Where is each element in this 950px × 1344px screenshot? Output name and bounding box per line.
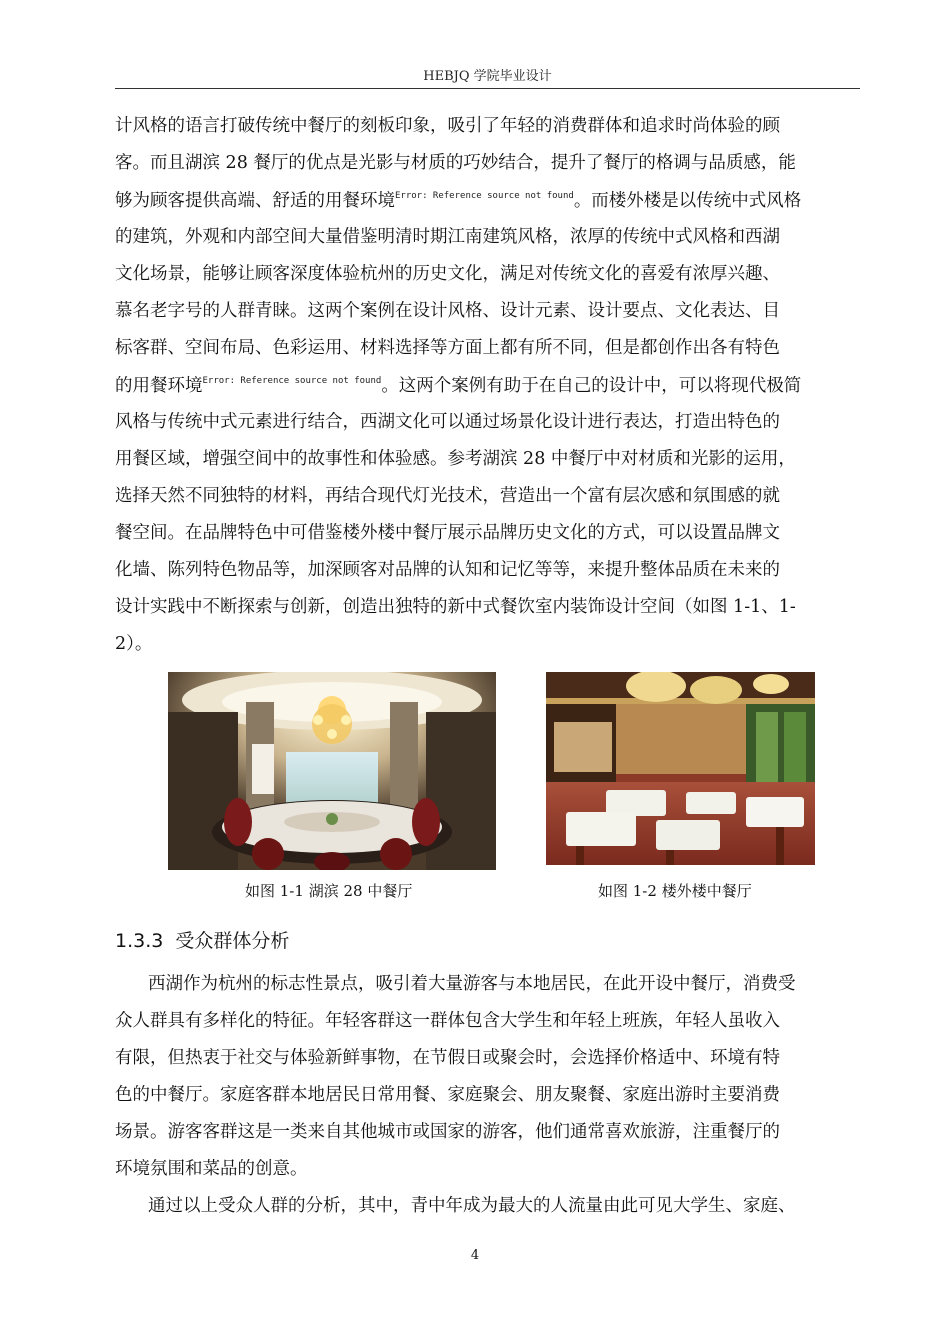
text-line: 风格与传统中式元素进行结合，西湖文化可以通过场景化设计进行表达，打造出特色的 [115,412,780,432]
text-line: 餐空间。在品牌特色中可借鉴楼外楼中餐厅展示品牌历史文化的方式，可以设置品牌文 [115,523,780,543]
text-line: 化墙、陈列特色物品等，加深顾客对品牌的认知和记忆等等，来提升整体品质在未来的 [115,560,780,580]
figure-caption-1-2: 如图 1-2 楼外楼中餐厅 [598,882,752,900]
text-line: 色的中餐厅。家庭客群本地居民日常用餐、家庭聚会、朋友聚餐、家庭出游时主要消费 [115,1085,780,1105]
running-header: HEBJQ 学院毕业设计 [423,69,552,84]
text-segment: 的用餐环境 [115,376,203,396]
header-divider [115,88,860,89]
text-line: 西湖作为杭州的标志性景点，吸引着大量游客与本地居民，在此开设中餐厅，消费受 [148,974,796,994]
text-line: 用餐区域，增强空间中的故事性和体验感。参考湖滨 28 中餐厅中对材质和光影的运用， [115,449,796,469]
text-line: 通过以上受众人群的分析，其中，青中年成为最大的人流量由此可见大学生、家庭、 [148,1196,796,1216]
text-segment: 够为顾客提供高端、舒适的用餐环境 [115,191,395,211]
text-line: 有限，但热衷于社交与体验新鲜事物，在节假日或聚会时，会选择价格适中、环境有特 [115,1048,780,1068]
section-title: 受众群体分析 [175,930,290,952]
reference-error: Error: Reference source not found [395,191,574,201]
text-line: 的建筑，外观和内部空间大量借鉴明清时期江南建筑风格，浓厚的传统中式风格和西湖 [115,227,780,247]
text-line [115,377,801,396]
figure-caption-1-1: 如图 1-1 湖滨 28 中餐厅 [245,882,413,900]
text-line: 计风格的语言打破传统中餐厅的刻板印象，吸引了年轻的消费群体和追求时尚体验的顾 [115,116,780,136]
text-line: 选择天然不同独特的材料，再结合现代灯光技术，营造出一个富有层次感和氛围感的就 [115,486,780,506]
restaurant-photo-illustration [546,672,815,865]
section-heading [115,926,289,953]
text-line: 场景。游客客群这是一类来自其他城市或国家的游客，他们通常喜欢旅游，注重餐厅的 [115,1122,780,1142]
text-line: 环境氛围和菜品的创意。 [115,1159,308,1179]
text-line: 标客群、空间布局、色彩运用、材料选择等方面上都有所不同，但是都创作出各有特色 [115,338,780,358]
photo-louwailou-restaurant [546,672,815,865]
text-line: 2）。 [115,634,153,654]
page-number: 4 [470,1248,480,1263]
text-line: 设计实践中不断探索与创新，创造出独特的新中式餐饮室内装饰设计空间（如图 1-1、1- [115,597,796,617]
text-line: 文化场景，能够让顾客深度体验杭州的历史文化，满足对传统文化的喜爱有浓厚兴趣、 [115,264,780,284]
reference-error: Error: Reference source not found [202,376,382,386]
text-segment: 。这两个案例有助于在自己的设计中，可以将现代极简 [381,376,802,396]
text-line [115,192,801,211]
text-line: 众人群具有多样化的特征。年轻客群这一群体包含大学生和年轻上班族，年轻人虽收入 [115,1011,780,1031]
restaurant-photo-illustration [168,672,496,870]
section-number: 1.3.3 [115,930,164,952]
photo-hubin28-restaurant [168,672,496,870]
text-line: 客。而且湖滨 28 餐厅的优点是光影与材质的巧妙结合，提升了餐厅的格调与品质感，能 [115,153,796,173]
text-segment: 。而楼外楼是以传统中式风格 [573,191,802,211]
text-line: 慕名老字号的人群青睐。这两个案例在设计风格、设计元素、设计要点、文化表达、目 [115,301,780,321]
